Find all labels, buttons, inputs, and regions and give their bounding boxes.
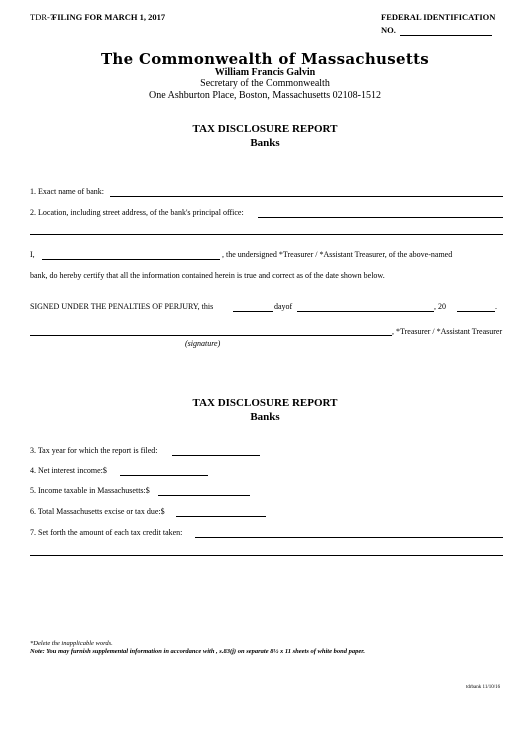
section2-subtitle: Banks: [250, 411, 280, 423]
secretary-name: William Francis Galvin: [214, 67, 316, 78]
filing-date: FILING FOR MARCH 1, 2017: [52, 12, 166, 22]
federal-id-no-label: NO.: [381, 25, 396, 35]
federal-id-label: FEDERAL IDENTIFICATION: [381, 12, 496, 22]
certify-statement: , the undersigned *Treasurer / *Assistant Treasurer, of the above-named: [222, 250, 453, 259]
signature-field[interactable]: [30, 335, 392, 336]
signature-label: (signature): [185, 339, 221, 348]
year-prefix: , 20: [434, 302, 446, 311]
tax-due-field[interactable]: [176, 516, 266, 517]
footnote-supplemental: Note: You may furnish supplemental information in accordance with , s.83(j) on separate 8½ x 11 sheets of white bond paper.: [30, 648, 366, 655]
month-field[interactable]: [297, 311, 434, 312]
form-code: TDR-7: [30, 12, 55, 22]
form-revision-id: tdrbank 11/10/16: [466, 685, 501, 690]
item1-label: 1. Exact name of bank:: [30, 187, 104, 196]
signer-title: , *Treasurer / *Assistant Treasurer: [392, 327, 503, 336]
certify-statement-line2: bank, do hereby certify that all the information contained herein is true and correct as of the date shown below.: [30, 271, 385, 280]
certify-i: I,: [30, 250, 35, 259]
year-field[interactable]: [457, 311, 495, 312]
section1-title: TAX DISCLOSURE REPORT: [192, 123, 338, 135]
officer-name-field[interactable]: [42, 259, 220, 260]
item3-label: 3. Tax year for which the report is filed:: [30, 446, 158, 455]
principal-office-field-line2[interactable]: [30, 234, 503, 235]
section2-title: TAX DISCLOSURE REPORT: [192, 397, 338, 409]
item6-label: 6. Total Massachusetts excise or tax due:$: [30, 507, 165, 516]
federal-id-field[interactable]: [400, 35, 492, 36]
tax-credit-field[interactable]: [195, 537, 503, 538]
secretary-office: Secretary of the Commonwealth: [200, 78, 330, 89]
day-of-label: dayof: [274, 302, 293, 311]
tax-year-field[interactable]: [172, 455, 260, 456]
day-field[interactable]: [233, 311, 273, 312]
agency-address: One Ashburton Place, Boston, Massachusetts 02108-1512: [149, 90, 381, 101]
bank-name-field[interactable]: [110, 196, 503, 197]
net-interest-field[interactable]: [120, 475, 208, 476]
item2-label: 2. Location, including street address, of the bank's principal office:: [30, 208, 244, 217]
item5-label: 5. Income taxable in Massachusetts:$: [30, 486, 150, 495]
signed-text: SIGNED UNDER THE PENALTIES OF PERJURY, this: [30, 302, 214, 311]
tax-credit-field-line2[interactable]: [30, 555, 503, 556]
agency-title: The Commonwealth of Massachusetts: [100, 50, 430, 68]
footnote-delete: *Delete the inapplicable words.: [30, 640, 113, 647]
year-suffix: .: [495, 302, 497, 311]
item7-label: 7. Set forth the amount of each tax credit taken:: [30, 528, 183, 537]
taxable-income-field[interactable]: [158, 495, 250, 496]
principal-office-field[interactable]: [258, 217, 503, 218]
item4-label: 4. Net interest income:$: [30, 466, 107, 475]
section1-subtitle: Banks: [250, 137, 280, 149]
